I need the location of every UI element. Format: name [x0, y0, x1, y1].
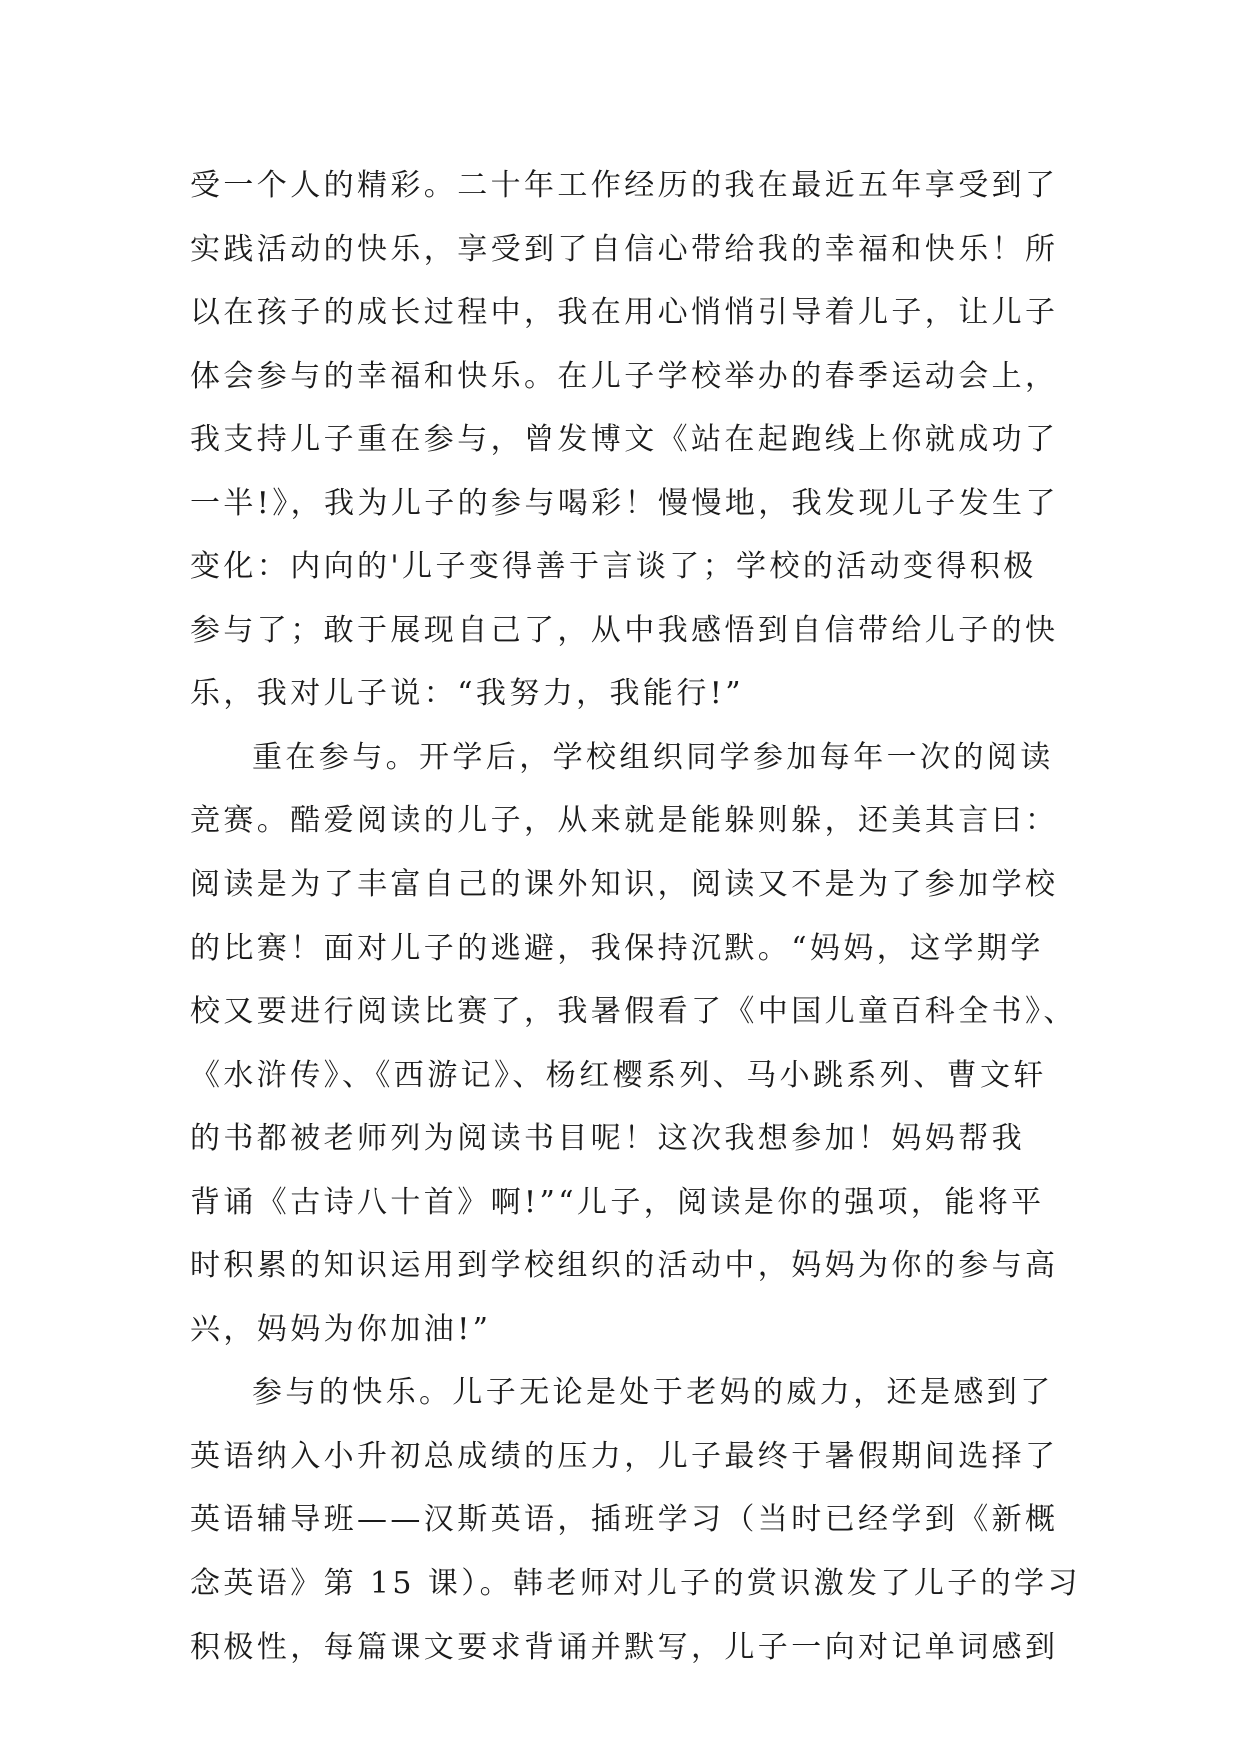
- text-line: 受一个人的精彩。二十年工作经历的我在最近五年享受到了: [190, 168, 1059, 203]
- text-line: 的书都被老师列为阅读书目呢！这次我想参加！妈妈帮我: [190, 1121, 1025, 1157]
- text-line: 的比赛！面对儿子的逃避，我保持沉默。“妈妈，这学期学: [190, 930, 1044, 966]
- text-line: 积极性，每篇课文要求背诵并默写，儿子一向对记单词感到: [190, 1629, 1059, 1665]
- text-line: 竞赛。酷爱阅读的儿子，从来就是能躲则躲，还美其言曰：: [190, 803, 1059, 839]
- text-line: 体会参与的幸福和快乐。在儿子学校举办的春季运动会上，: [190, 358, 1059, 394]
- text-line: 参与了；敢于展现自己了，从中我感悟到自信带给儿子的快: [190, 612, 1059, 648]
- text-line: 校又要进行阅读比赛了，我暑假看了《中国儿童百科全书》、: [190, 994, 1077, 1030]
- text-line: 变化：内向的'儿子变得善于言谈了；学校的活动变得积极: [190, 549, 1037, 585]
- text-line: 以在孩子的成长过程中，我在用心悄悄引导着儿子，让儿子: [190, 295, 1059, 331]
- text-line: 兴，妈妈为你加油!”: [190, 1311, 492, 1347]
- body-text: [190, 154, 1090, 1679]
- text-line: 英语纳入小升初总成绩的压力，儿子最终于暑假期间选择了: [190, 1438, 1059, 1474]
- text-line: 时积累的知识运用到学校组织的活动中，妈妈为你的参与高: [190, 1248, 1059, 1284]
- text-line: 《水浒传》、《西游记》、杨红樱系列、马小跳系列、曹文轩: [190, 1057, 1047, 1093]
- text-line: 阅读是为了丰富自己的课外知识，阅读又不是为了参加学校: [190, 867, 1059, 903]
- text-line: 实践活动的快乐，享受到了自信心带给我的幸福和快乐！所: [190, 231, 1059, 267]
- paragraph-start-line: 重在参与。开学后，学校组织同学参加每年一次的阅读: [252, 739, 1054, 775]
- text-line: 一半!》，我为儿子的参与喝彩！慢慢地，我发现儿子发生了: [190, 485, 1059, 521]
- text-line: 我支持儿子重在参与，曾发博文《站在起跑线上你就成功了: [190, 422, 1059, 458]
- text-line: 背诵《古诗八十首》啊!”“儿子，阅读是你的强项，能将平: [190, 1184, 1045, 1220]
- paragraph-start-line: 参与的快乐。儿子无论是处于老妈的威力，还是感到了: [252, 1375, 1054, 1411]
- text-line: 念英语》第 15 课）。韩老师对儿子的赏识激发了儿子的学习: [190, 1566, 1081, 1602]
- text-line: 英语辅导班——汉斯英语，插班学习（当时已经学到《新概: [190, 1502, 1059, 1538]
- text-line: 乐，我对儿子说：“我努力，我能行!”: [190, 676, 744, 712]
